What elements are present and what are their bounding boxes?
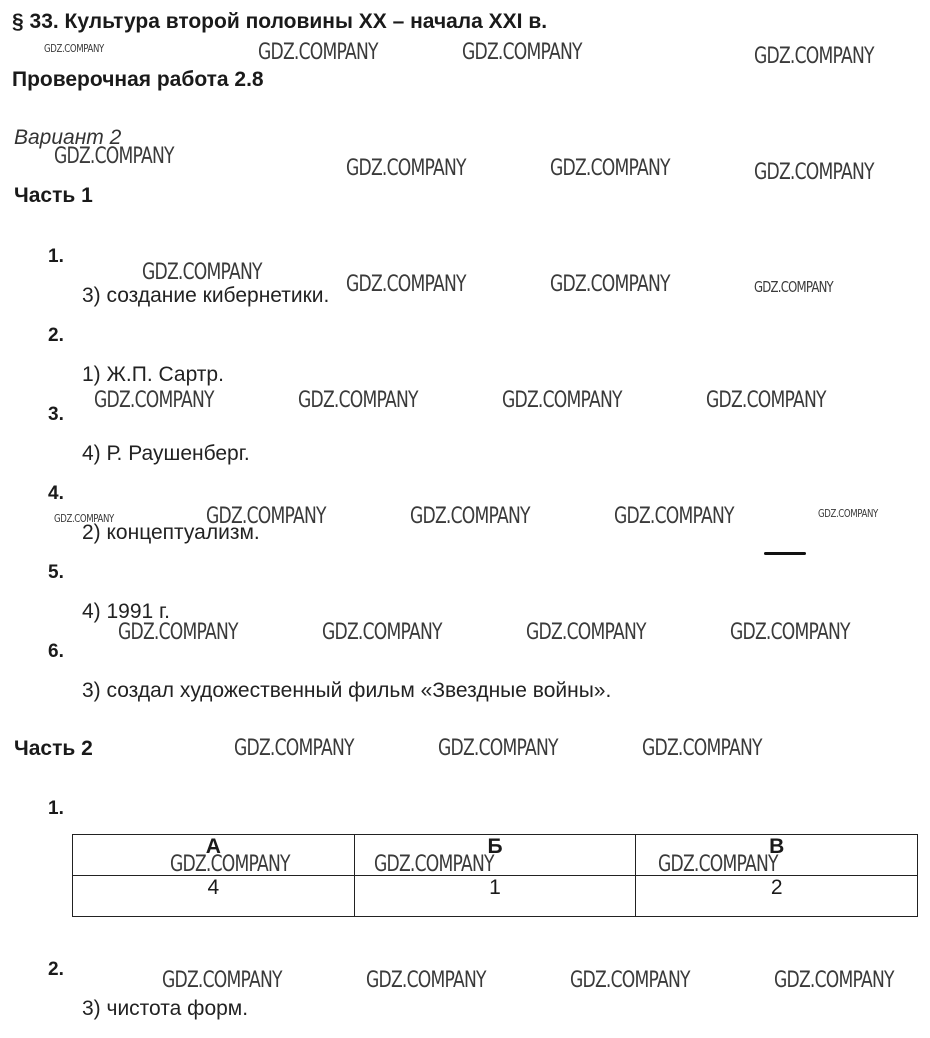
watermark: GDZ.COMPANY: [438, 736, 558, 761]
answer-text: 4) Р. Раушенберг.: [82, 442, 250, 465]
part1-heading: Часть 1: [14, 184, 93, 207]
question-number: 2.: [48, 325, 64, 346]
watermark: GDZ.COMPANY: [346, 272, 466, 297]
pen-stroke-mark: [764, 552, 806, 555]
question-number: 4.: [48, 483, 64, 504]
watermark: GDZ.COMPANY: [754, 278, 833, 296]
answer-text: 4) 1991 г.: [82, 600, 170, 623]
question-number: 3.: [48, 404, 64, 425]
watermark: GDZ.COMPANY: [550, 272, 670, 297]
watermark: GDZ.COMPANY: [374, 852, 494, 877]
question-number: 2.: [48, 959, 64, 980]
question-number: 1.: [48, 246, 64, 267]
table-row: [73, 876, 918, 917]
watermark: GDZ.COMPANY: [346, 156, 466, 181]
answer-text: 2) концептуализм.: [82, 521, 260, 544]
watermark: GDZ.COMPANY: [642, 736, 762, 761]
watermark: GDZ.COMPANY: [206, 504, 326, 529]
answer-text: 3) создание кибернетики.: [82, 284, 330, 307]
watermark: GDZ.COMPANY: [754, 160, 874, 185]
watermark: GDZ.COMPANY: [170, 852, 290, 877]
watermark: GDZ.COMPANY: [162, 968, 282, 993]
watermark: GDZ.COMPANY: [550, 156, 670, 181]
watermark: GDZ.COMPANY: [774, 968, 894, 993]
answer-text: 1) Ж.П. Сартр.: [82, 363, 224, 386]
watermark: GDZ.COMPANY: [730, 620, 850, 645]
watermark: GDZ.COMPANY: [614, 504, 734, 529]
table-header-cell: Б: [354, 835, 636, 876]
watermark: GDZ.COMPANY: [298, 388, 418, 413]
watermark: GDZ.COMPANY: [322, 620, 442, 645]
section-title: § 33. Культура второй половины XX – начала XXI в.: [12, 10, 548, 33]
watermark: GDZ.COMPANY: [366, 968, 486, 993]
part2-heading: Часть 2: [14, 737, 93, 760]
watermark: GDZ.COMPANY: [462, 40, 582, 65]
watermark: GDZ.COMPANY: [94, 388, 214, 413]
watermark: GDZ.COMPANY: [658, 852, 778, 877]
answer-text: 3) создал художественный фильм «Звездные войны».: [82, 679, 612, 702]
table-header-cell: А: [73, 835, 355, 876]
work-subtitle: Проверочная работа 2.8: [12, 68, 264, 91]
watermark: GDZ.COMPANY: [54, 144, 174, 169]
watermark: GDZ.COMPANY: [570, 968, 690, 993]
watermark: GDZ.COMPANY: [258, 40, 378, 65]
question-number: 6.: [48, 641, 64, 662]
answer-text: 3) чистота форм.: [82, 997, 249, 1020]
table-cell: 1: [354, 876, 636, 917]
watermark: GDZ.COMPANY: [706, 388, 826, 413]
watermark: GDZ.COMPANY: [44, 42, 104, 55]
table-header-cell: В: [636, 835, 918, 876]
watermark: GDZ.COMPANY: [502, 388, 622, 413]
variant-label: Вариант 2: [14, 126, 122, 149]
watermark: GDZ.COMPANY: [142, 260, 262, 285]
watermark: GDZ.COMPANY: [818, 507, 878, 520]
watermark: GDZ.COMPANY: [234, 736, 354, 761]
question-number: 5.: [48, 562, 64, 583]
watermark: GDZ.COMPANY: [526, 620, 646, 645]
watermark: GDZ.COMPANY: [54, 512, 114, 525]
watermark: GDZ.COMPANY: [410, 504, 530, 529]
table-cell: 2: [636, 876, 918, 917]
watermark: GDZ.COMPANY: [754, 44, 874, 69]
question-number: 1.: [48, 798, 64, 819]
table-cell: 4: [73, 876, 355, 917]
watermark: GDZ.COMPANY: [118, 620, 238, 645]
